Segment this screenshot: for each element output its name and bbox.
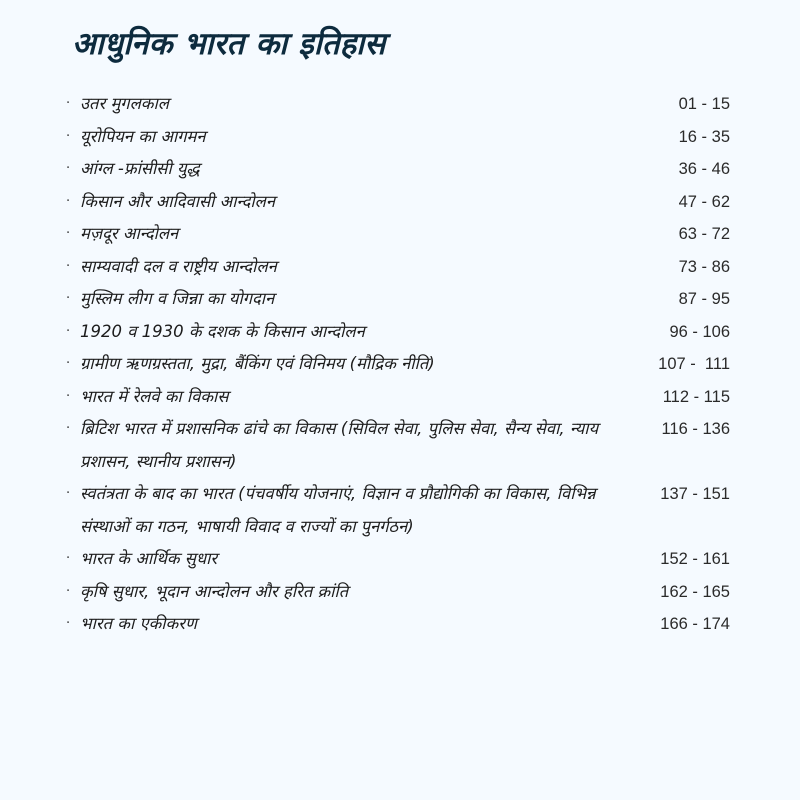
bullet-icon: ·: [66, 161, 71, 176]
page-range: 87 - 95: [678, 290, 730, 308]
topic-title: आंग्ल -फ्रांसीसी युद्ध: [80, 159, 200, 178]
topic-title: ग्रामीण ऋणग्रस्तता, मुद्रा, बैंकिंग एवं विनिमय (मौद्रिक नीति): [80, 354, 435, 373]
list-item: [66, 218, 730, 251]
topic-title: मुस्लिम लीग व जिन्ना का योगदान: [80, 289, 275, 308]
bullet-icon: ·: [66, 96, 71, 111]
topic-title: किसान और आदिवासी आन्दोलन: [80, 191, 276, 211]
page-range: 16 - 35: [678, 127, 730, 146]
bullet-icon: ·: [66, 323, 71, 339]
list-item: [66, 543, 730, 576]
topic-title: भारत के आर्थिक सुधार: [80, 549, 218, 568]
list-item: [66, 153, 730, 186]
list-item: [66, 88, 730, 121]
list-item: [66, 251, 730, 284]
list-item: [66, 576, 730, 609]
page-range: 96 - 106: [669, 322, 730, 341]
list-item: [66, 413, 730, 478]
bullet-icon: ·: [66, 128, 71, 144]
topic-title: यूरोपियन का आगमन: [80, 126, 206, 146]
bullet-icon: ·: [66, 616, 71, 631]
topic-title: मज़दूर आन्दोलन: [80, 224, 179, 243]
bullet-icon: ·: [66, 421, 71, 436]
bullet-icon: ·: [66, 193, 71, 209]
list-item: [66, 121, 730, 154]
page-range: 36 - 46: [678, 160, 730, 178]
page-range: 162 - 165: [660, 582, 730, 601]
list-item: [66, 283, 730, 316]
list-item: [66, 186, 730, 219]
list-item: [66, 608, 730, 641]
bullet-icon: ·: [66, 356, 71, 371]
page-range: 137 - 151: [660, 485, 730, 503]
bullet-icon: ·: [66, 486, 71, 501]
page-range: 107 - 111: [658, 355, 730, 373]
list-item: [66, 381, 730, 414]
topic-title: भारत का एकीकरण: [80, 614, 197, 633]
page-range: 47 - 62: [678, 192, 730, 211]
contents-list: [66, 88, 730, 641]
page-range: 112 - 115: [662, 387, 730, 406]
list-item: [66, 316, 730, 349]
bullet-icon: ·: [66, 388, 71, 404]
topic-title: स्वतंत्रता के बाद का भारत (पंचवर्षीय योजनाएं, विज्ञान व प्रौद्योगिकी का विकास, विभिन्न संस्थाओं का गठन, भाषायी विवाद व राज्यों का पुनर्गठन): [80, 484, 596, 536]
page-range: 63 - 72: [678, 225, 730, 243]
bullet-icon: ·: [66, 258, 71, 274]
page-range: 152 - 161: [660, 550, 730, 568]
page-range: 166 - 174: [660, 615, 730, 633]
page-range: 73 - 86: [678, 257, 730, 276]
topic-title: उतर मुगलकाल: [80, 94, 169, 113]
topic-title: साम्यवादी दल व राष्ट्रीय आन्दोलन: [80, 256, 277, 276]
page-range: 116 - 136: [661, 420, 730, 438]
bullet-icon: ·: [66, 583, 71, 599]
page-title: आधुनिक भारत का इतिहास: [72, 26, 386, 62]
topic-title: 1920 व 1930 के दशक के किसान आन्दोलन: [80, 321, 365, 341]
list-item: [66, 348, 730, 381]
topic-title: भारत में रेलवे का विकास: [80, 386, 229, 406]
page-range: 01 - 15: [678, 95, 730, 113]
list-item: [66, 478, 730, 543]
bullet-icon: ·: [66, 226, 71, 241]
topic-title: ब्रिटिश भारत में प्रशासनिक ढांचे का विकास (सिविल सेवा, पुलिस सेवा, सैन्य सेवा, न्याय प्रशासन, स्थानीय प्रशासन): [80, 419, 599, 471]
topic-title: कृषि सुधार, भूदान आन्दोलन और हरित क्रांति: [80, 581, 349, 601]
bullet-icon: ·: [66, 551, 71, 566]
bullet-icon: ·: [66, 291, 71, 306]
